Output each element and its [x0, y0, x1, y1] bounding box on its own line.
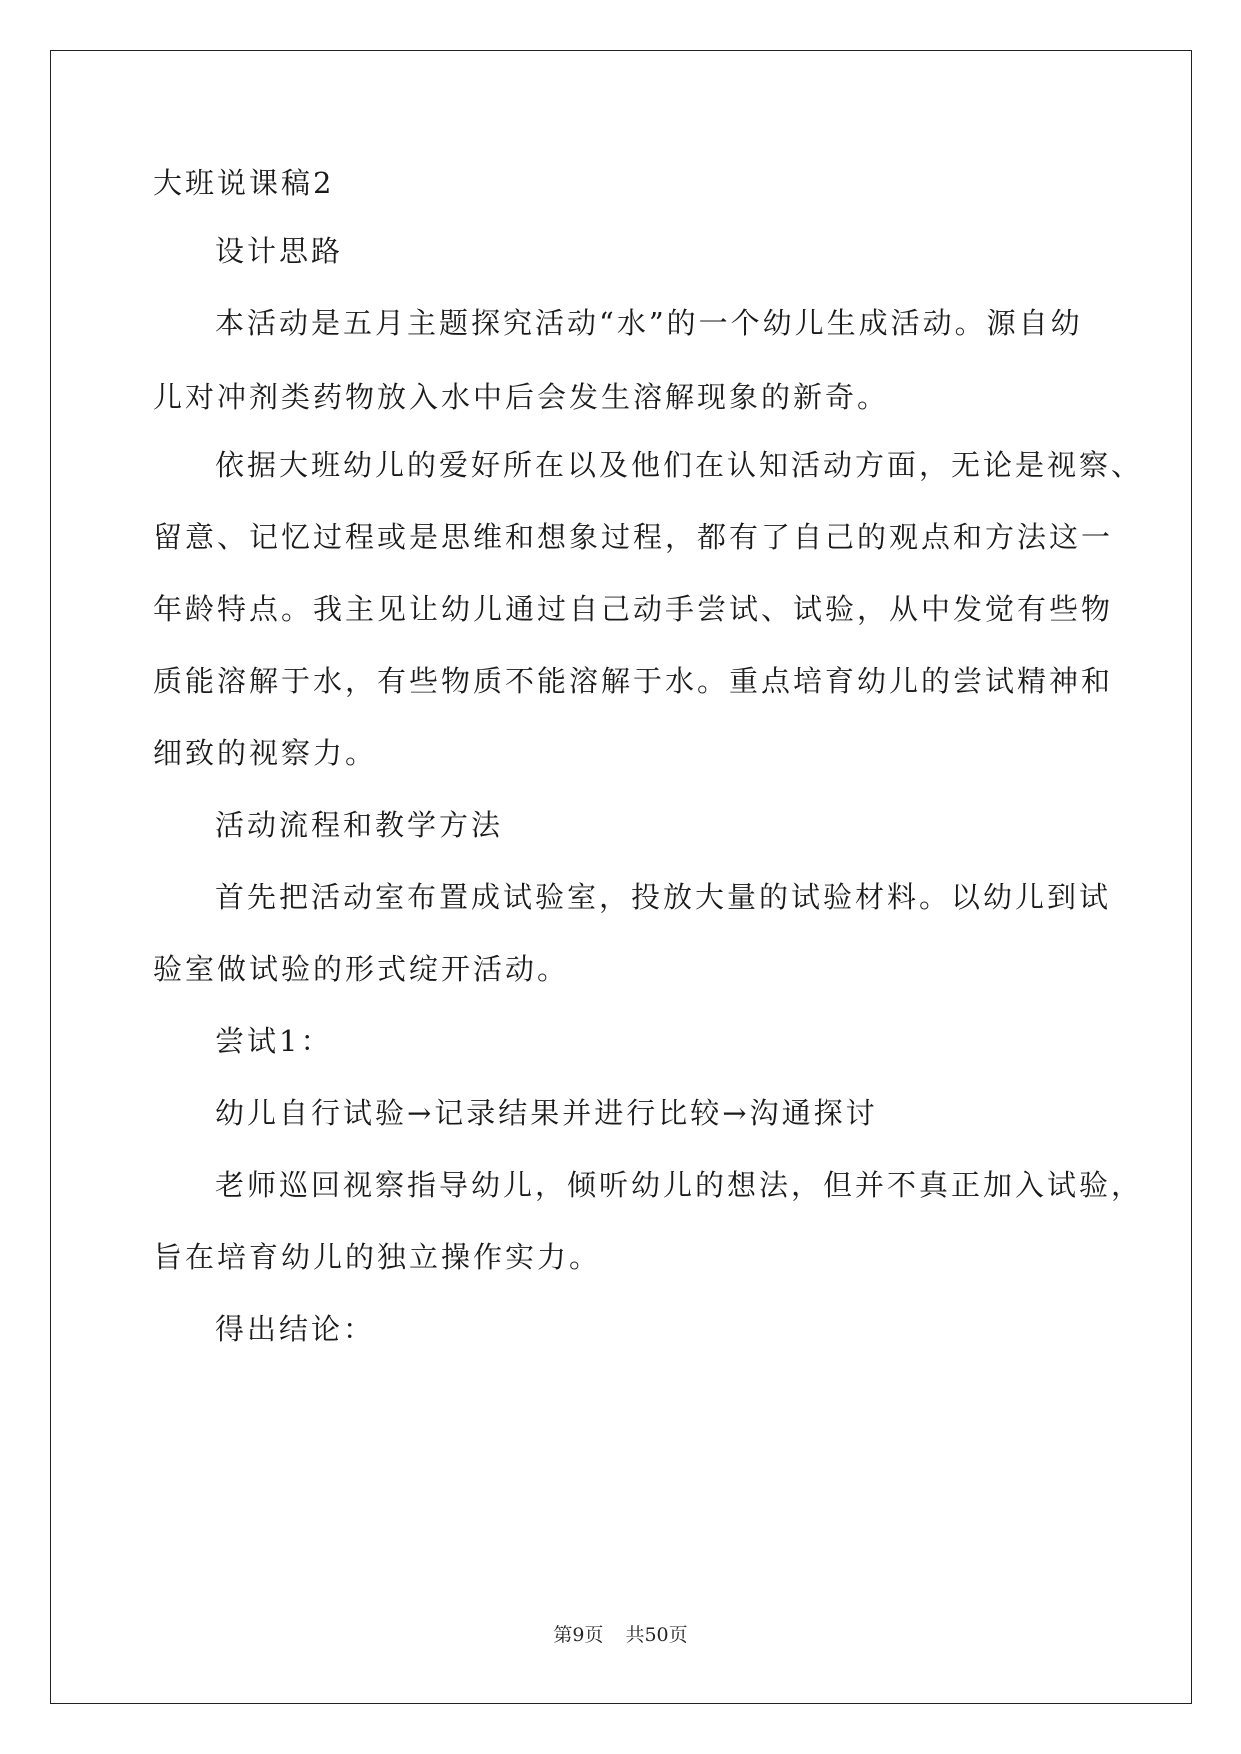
text-line: 质能溶解于水，有些物质不能溶解于水。重点培育幼儿的尝试精神和: [153, 664, 1114, 698]
text-line: 留意、记忆过程或是思维和想象过程，都有了自己的观点和方法这一: [153, 520, 1114, 554]
text-line: 细致的视察力。: [153, 736, 378, 770]
text-line: 尝试1：: [215, 1024, 333, 1058]
text-line: 依据大班幼儿的爱好所在以及他们在认知活动方面，无论是视察、: [215, 448, 1144, 482]
page-total: 共50页: [625, 1624, 688, 1646]
text-line: 首先把活动室布置成试验室，投放大量的试验材料。以幼儿到试: [215, 880, 1112, 914]
document-title: 大班说课稿2: [153, 166, 335, 200]
page-number: 第9页: [553, 1624, 604, 1646]
text-line: 幼儿自行试验→记录结果并进行比较→沟通探讨: [215, 1096, 878, 1130]
text-line: 年龄特点。我主见让幼儿通过自己动手尝试、试验，从中发觉有些物: [153, 592, 1114, 626]
text-line: 旨在培育幼儿的独立操作实力。: [153, 1240, 602, 1274]
section-heading: 活动流程和教学方法: [215, 808, 504, 842]
text-line: 得出结论：: [215, 1312, 376, 1346]
text-line: 儿对冲剂类药物放入水中后会发生溶解现象的新奇。: [153, 380, 890, 414]
text-line: 本活动是五月主题探究活动“水”的一个幼儿生成活动。源自幼: [215, 306, 1083, 340]
text-line: 验室做试验的形式绽开活动。: [153, 952, 570, 986]
text-line: 设计思路: [215, 234, 344, 268]
text-line: 老师巡回视察指导幼儿，倾听幼儿的想法，但并不真正加入试验，: [215, 1168, 1144, 1202]
page-footer: [0, 1620, 1241, 1647]
